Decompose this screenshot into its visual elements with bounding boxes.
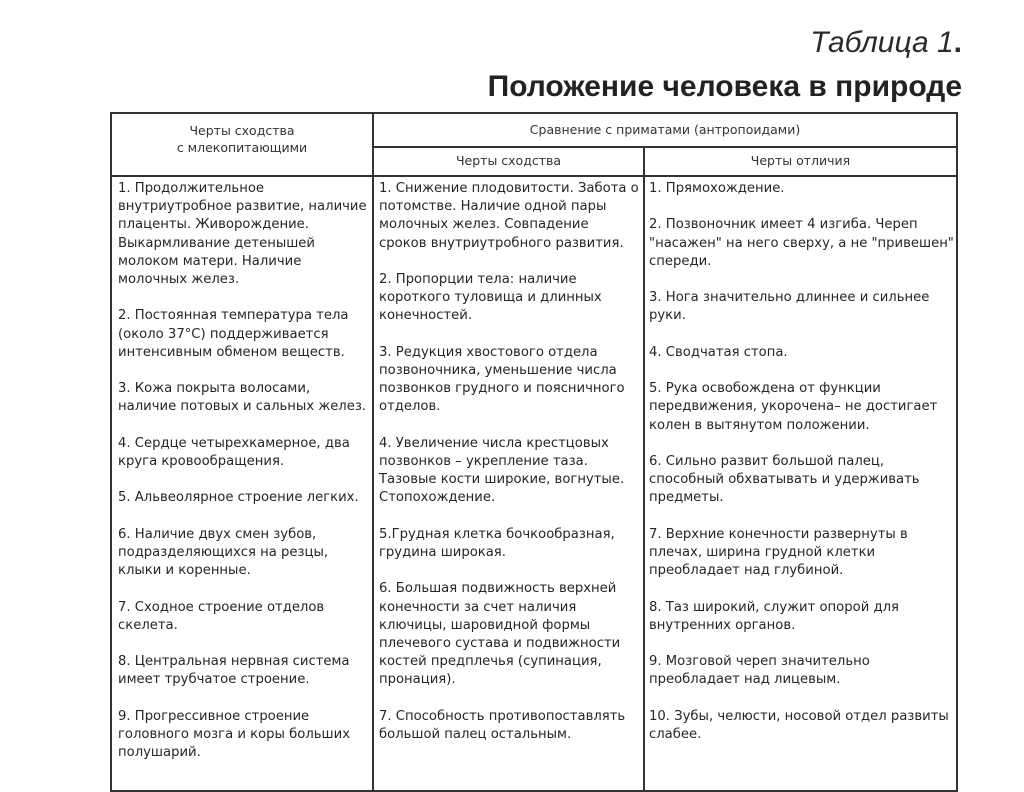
list-item: 8. Центральная нервная система имеет трубчатое строение. [118, 654, 350, 688]
list-item: 5.Грудная клетка бочкообразная, грудина широкая. [379, 526, 615, 560]
list-item: 7. Способность противопоставлять большой палец остальным. [379, 708, 626, 742]
list-item: 8. Таз широкий, служит опорой для внутренних органов. [649, 599, 899, 633]
list-item: 9. Прогрессивное строение головного мозга и коры больших полушарий. [118, 708, 350, 761]
list-item: 9. Мозговой череп значительно преобладает над лицевым. [649, 654, 870, 688]
list-item: 7. Сходное строение отделов скелета. [118, 599, 325, 633]
list-item: 3. Редукция хвостового отдела позвоночника, уменьшение числа позвонков грудного и поясничного отделов. [379, 344, 625, 415]
column-divider-1 [372, 114, 374, 790]
list-item: 4. Сердце четырехкамерное, два круга кровообращения. [118, 435, 350, 469]
list-item: 5. Рука освобождена от функции передвижения, укорочена– не достигает колен в вытянутом положении. [649, 381, 938, 433]
table-number-dot: . [953, 26, 962, 59]
primates-differences-list [649, 180, 954, 762]
list-item: 2. Позвоночник имеет 4 изгиба. Череп "насажен" на него сверху, а не "привешен" спереди. [649, 217, 954, 269]
table-number-label: Таблица 1 [810, 26, 954, 59]
header-primates-comparison: Сравнение с приматами (антропоидами) [529, 122, 801, 137]
table-number-title [810, 26, 962, 60]
comparison-table [110, 112, 958, 792]
list-item: 1. Продолжительное внутриутробное развитие, наличие плаценты. Живорождение. Выкармливание детенышей молоком матери. Наличие молочных желез. [118, 181, 367, 288]
primates-similarity-list [379, 180, 641, 762]
list-item: 1. Прямохождение. [649, 181, 785, 196]
list-item: 2. Пропорции тела: наличие короткого туловища и длинных конечностей. [379, 272, 602, 324]
page-title: Положение человека в природе [487, 70, 962, 103]
list-item: 1. Снижение плодовитости. Забота о потомстве. Наличие одной пары молочных желез. Совпадение сроков внутриутробного развития. [379, 181, 639, 251]
list-item: 10. Зубы, челюсти, носовой отдел развиты слабее. [649, 708, 949, 742]
header-primates-differences: Черты отличия [750, 153, 851, 168]
list-item: 4. Сводчатая стопа. [649, 344, 788, 360]
list-item: 6. Большая подвижность верхней конечности за счет наличия ключицы, шаровидной формы плечевого сустава и подвижности костей предплечья (супинация, пронация). [379, 581, 621, 688]
header-mammals-similarity: Черты сходства с млекопитающими [176, 123, 308, 155]
header-bottom-border [112, 175, 956, 177]
mammals-similarity-list [118, 180, 368, 781]
header-primates-similarity: Черты сходства [455, 153, 562, 168]
list-item: 3. Кожа покрыта волосами, наличие потовых и сальных желез. [118, 381, 367, 415]
list-item: 6. Сильно развит большой палец, способный обхватывать и удерживать предметы. [649, 453, 920, 506]
list-item: 4. Увеличение числа крестцовых позвонков – укрепление таза. Тазовые кости широкие, вогнутые. Стопохождение. [379, 435, 625, 506]
list-item: 3. Нога значительно длиннее и сильнее руки. [649, 290, 930, 324]
list-item: 7. Верхние конечности развернуты в плечах, ширина грудной клетки преобладает над глубиной. [649, 526, 908, 579]
list-item: 6. Наличие двух смен зубов, подразделяющихся на резцы, клыки и коренные. [118, 526, 329, 579]
list-item: 5. Альвеолярное строение легких. [118, 490, 359, 506]
header-subdivider [372, 146, 956, 148]
list-item: 2. Постоянная температура тела (около 37°С) поддерживается интенсивным обменом веществ. [118, 308, 349, 360]
column-divider-2 [643, 146, 645, 790]
